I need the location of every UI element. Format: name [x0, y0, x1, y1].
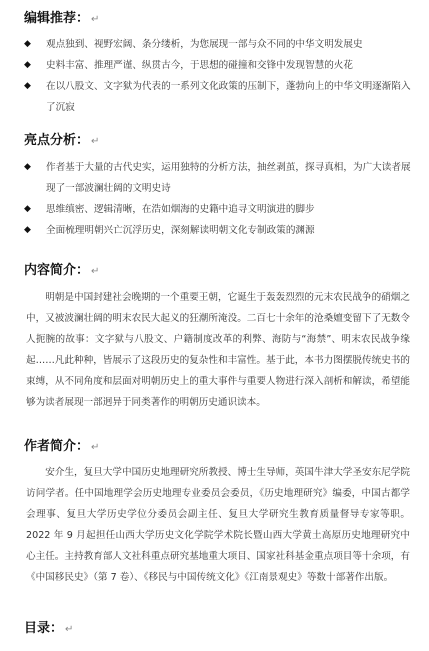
diamond-bullet-icon: ◆: [24, 162, 31, 172]
diamond-bullet-icon: ◆: [24, 39, 31, 49]
heading-text: 目录：: [24, 621, 64, 636]
list-item: [24, 55, 416, 76]
list-item-text: 观点独到、视野宏阔、条分缕析，为您展现一部与众不同的中华文明发展史: [46, 39, 363, 50]
list-item: [24, 76, 416, 118]
return-mark: ↵: [91, 14, 100, 25]
list-item-text: 全面梳理明朝兴亡沉浮历史，深刻解读明朝文化专制政策的渊源: [46, 225, 315, 236]
summary-heading: [24, 262, 99, 281]
editor-recommendation-heading: [24, 10, 99, 29]
list-item-text: 在以八股文、文字狱为代表的一系列文化政策的压制下，蓬勃向上的中华文明逐渐陷入了沉寂: [46, 81, 411, 113]
list-item: [24, 199, 416, 220]
highlights-list: [24, 157, 416, 241]
diamond-bullet-icon: ◆: [24, 204, 31, 214]
list-item: [24, 34, 416, 55]
diamond-bullet-icon: ◆: [24, 60, 31, 70]
return-mark: ↵: [91, 266, 100, 277]
heading-text: 编辑推荐：: [24, 11, 90, 26]
list-item-text: 思维缜密、逻辑清晰，在浩如烟海的史籍中追寻文明演进的脚步: [46, 204, 315, 215]
author-paragraph: 安介生，复旦大学中国历史地理研究所教授、博士生导师，英国牛津大学圣安东尼学院访问学者。任中国地理学会历史地理专业委员会委员，《历史地理研究》编委，中国古都学会理事、复旦大学历史学位分委员会副主任、复旦大学研究生教育质量督导专家等职。2022 年 9 月起担任山西大学历史文化学院学术院长暨山西大学黄土高原历史地理研究中心主任。主持教育部人文社科重点研究基地重大项目、国家社科基金重点项目等十余项，有《中国移民史》（第 7 卷）、《移民与中国传统文化》《江南景观史》等数十部著作出版。: [26, 467, 410, 583]
diamond-bullet-icon: ◆: [24, 225, 31, 235]
list-item: [24, 157, 416, 199]
return-mark: ↵: [91, 136, 100, 147]
editor-recommendation-list: [24, 34, 416, 118]
heading-text: 内容简介：: [24, 263, 90, 278]
list-item-text: 史料丰富、推理严谨、纵贯古今，于思想的碰撞和交锋中发现智慧的火花: [46, 60, 353, 71]
author-heading: [24, 438, 99, 457]
highlights-heading: [24, 132, 99, 151]
toc-heading: [24, 620, 73, 639]
return-mark: ↵: [91, 442, 100, 453]
list-item-text: 作者基于大量的古代史实，运用独特的分析方法，抽丝剥茧，探寻真相，为广大读者展现了一部波澜壮阔的文明史诗: [46, 162, 411, 194]
summary-paragraph: 明朝是中国封建社会晚期的一个重要王朝，它诞生于轰轰烈烈的元末农民战争的硝烟之中，又被波澜壮阔的明末农民大起义的狂潮所淹没。二百七十余年的沧桑嬗变留下了无数令人扼腕的故事：文字狱与八股文、户籍制度改革的利弊、海防与“海禁”、明末农民战争缘起……凡此种种，皆展示了这段历史的复杂性和丰富性。基于此，本书力图摆脱传统史书的束缚，从不同角度和层面对明朝历史上的重大事件与重要人物进行深入剖析和解读，希望能够为读者展现一部迥异于同类著作的明朝历史通识读本。: [26, 292, 410, 408]
diamond-bullet-icon: ◆: [24, 81, 31, 91]
list-item: [24, 220, 416, 241]
heading-text: 亮点分析：: [24, 133, 90, 148]
heading-text: 作者简介：: [24, 439, 90, 454]
return-mark: ↵: [65, 624, 74, 635]
